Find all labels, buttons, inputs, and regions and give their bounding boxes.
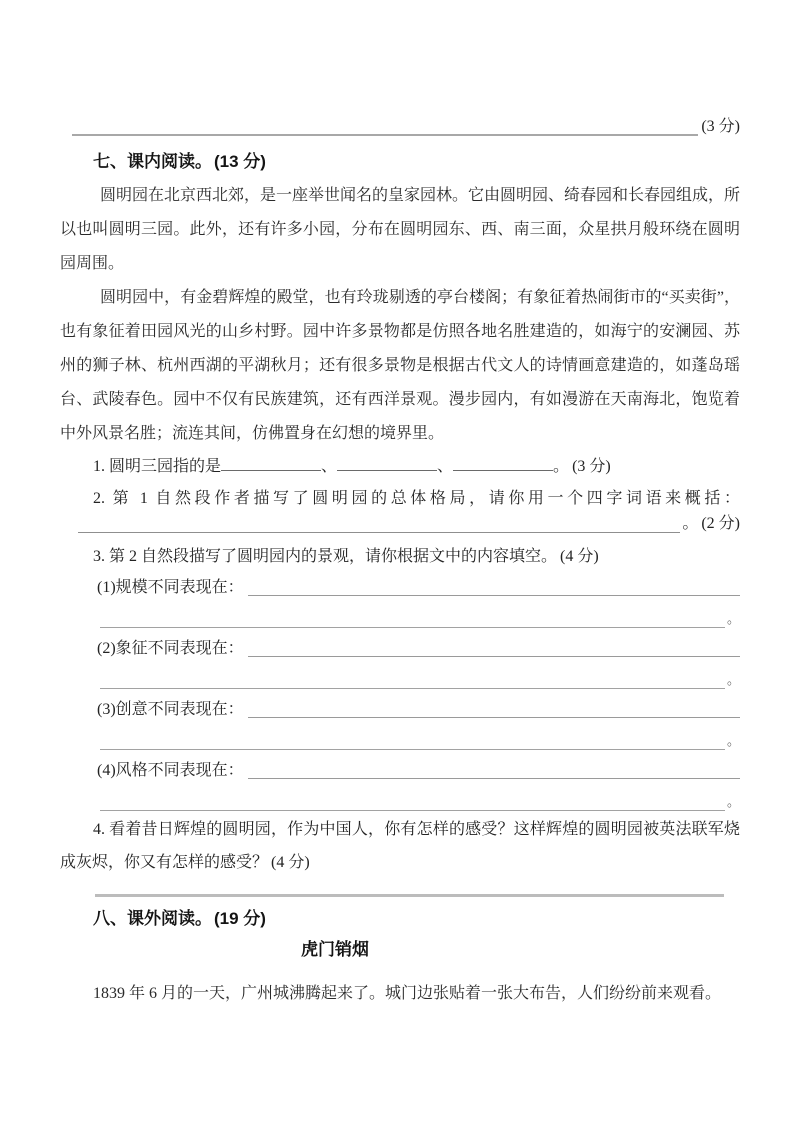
item-label-row — [60, 754, 740, 781]
answer-blank-2 — [337, 456, 437, 471]
answer-line — [72, 108, 698, 136]
list-separator: 、 — [321, 458, 338, 475]
question-3 — [60, 543, 740, 571]
period-mark: 。 — [726, 672, 740, 688]
answer-line — [100, 658, 725, 689]
question-2-answer-line — [60, 513, 740, 533]
item-1-label: (1)规模不同表现在： — [97, 579, 244, 596]
answer-line — [248, 629, 740, 657]
section-divider — [95, 894, 724, 897]
passage-paragraph-2: 圆明园中，有金碧辉煌的殿堂，也有玲珑剔透的亭台楼阁；有象征着热闹街市的“买卖街”，也有象征着田园风光的山乡村野。园中许多景物都是仿照各地名胜建造的，如海宁的安澜园、苏州的狮子林、杭州西湖的平湖秋月；还有很多景物是根据古代文人的诗情画意建造的，如蓬岛瑶台、武陵春色。园中不仅有民族建筑，还有西洋景观。漫步园内，有如漫游在天南海北，饱览着中外风景名胜；流连其间，仿佛置身在幻想的境界里。 — [60, 289, 740, 442]
period-mark: 。 — [553, 458, 570, 475]
item-label-row — [60, 571, 740, 598]
score-label: (4 分) — [271, 854, 310, 871]
article-title: 虎门销烟 — [301, 940, 369, 959]
answer-line — [100, 719, 725, 750]
item-continuation-line — [60, 598, 740, 628]
item-4-label: (4)风格不同表现在： — [97, 762, 244, 779]
answer-line — [248, 690, 740, 718]
question-3-item-4 — [60, 754, 740, 811]
article-paragraph-1: 1839 年 6 月的一天，广州城沸腾起来了。城门边张贴着一张大布告，人们纷纷前来观看。 — [93, 985, 722, 1002]
score-label: (3 分) — [701, 117, 740, 135]
answer-line — [100, 597, 725, 628]
question-3-item-2 — [60, 632, 740, 689]
question-2-text: 2. 第 1 自然段作者描写了圆明园的总体格局，请你用一个四字词语来概括： — [93, 490, 740, 507]
period-mark: 。 — [726, 611, 740, 627]
score-label: (4 分) — [560, 548, 599, 565]
section-heading-text: 七、课内阅读。 — [93, 152, 212, 171]
question-3-item-1 — [60, 571, 740, 628]
score-label: (3 分) — [572, 458, 611, 475]
answer-blank-3 — [453, 456, 553, 471]
section-score-label: (13 分) — [214, 152, 266, 171]
section-seven-heading — [60, 150, 740, 173]
item-label-row — [60, 632, 740, 659]
item-continuation-line — [60, 659, 740, 689]
question-3-item-3 — [60, 693, 740, 750]
answer-line — [100, 780, 725, 811]
answer-line — [248, 751, 740, 779]
answer-line — [248, 568, 740, 596]
list-separator: 、 — [437, 458, 454, 475]
question-3-text: 3. 第 2 自然段描写了圆明园内的景观，请你根据文中的内容填空。 — [93, 548, 558, 565]
passage-paragraph-1: 圆明园在北京西北郊，是一座举世闻名的皇家园林。它由圆明园、绮春园和长春园组成，所以也叫圆明三园。此外，还有许多小园，分布在圆明园东、西、南三面，众星拱月般环绕在圆明园周围。 — [60, 187, 741, 272]
item-continuation-line — [60, 720, 740, 750]
question-4 — [60, 813, 740, 879]
score-label: (2 分) — [701, 514, 740, 532]
answer-line — [78, 512, 680, 533]
section-heading-text: 八、课外阅读。 — [93, 909, 212, 928]
period-mark: 。 — [726, 794, 740, 810]
question-4-text: 4. 看着昔日辉煌的圆明园，作为中国人，你有怎样的感受？这样辉煌的圆明园被英法联军烧成灰烬，你又有怎样的感受？ — [60, 821, 740, 871]
item-label-row — [60, 693, 740, 720]
period-mark: 。 — [682, 514, 699, 532]
question-2 — [60, 485, 740, 513]
item-2-label: (2)象征不同表现在： — [97, 640, 244, 657]
question-1-text: 1. 圆明三园指的是 — [93, 458, 222, 475]
item-continuation-line — [60, 781, 740, 811]
answer-blank-1 — [221, 456, 321, 471]
period-mark: 。 — [726, 733, 740, 749]
item-3-label: (3)创意不同表现在： — [97, 701, 244, 718]
question-1 — [60, 453, 740, 481]
section-eight-heading — [60, 907, 740, 930]
section-score-label: (19 分) — [214, 909, 266, 928]
previous-question-answer-line — [60, 110, 740, 136]
